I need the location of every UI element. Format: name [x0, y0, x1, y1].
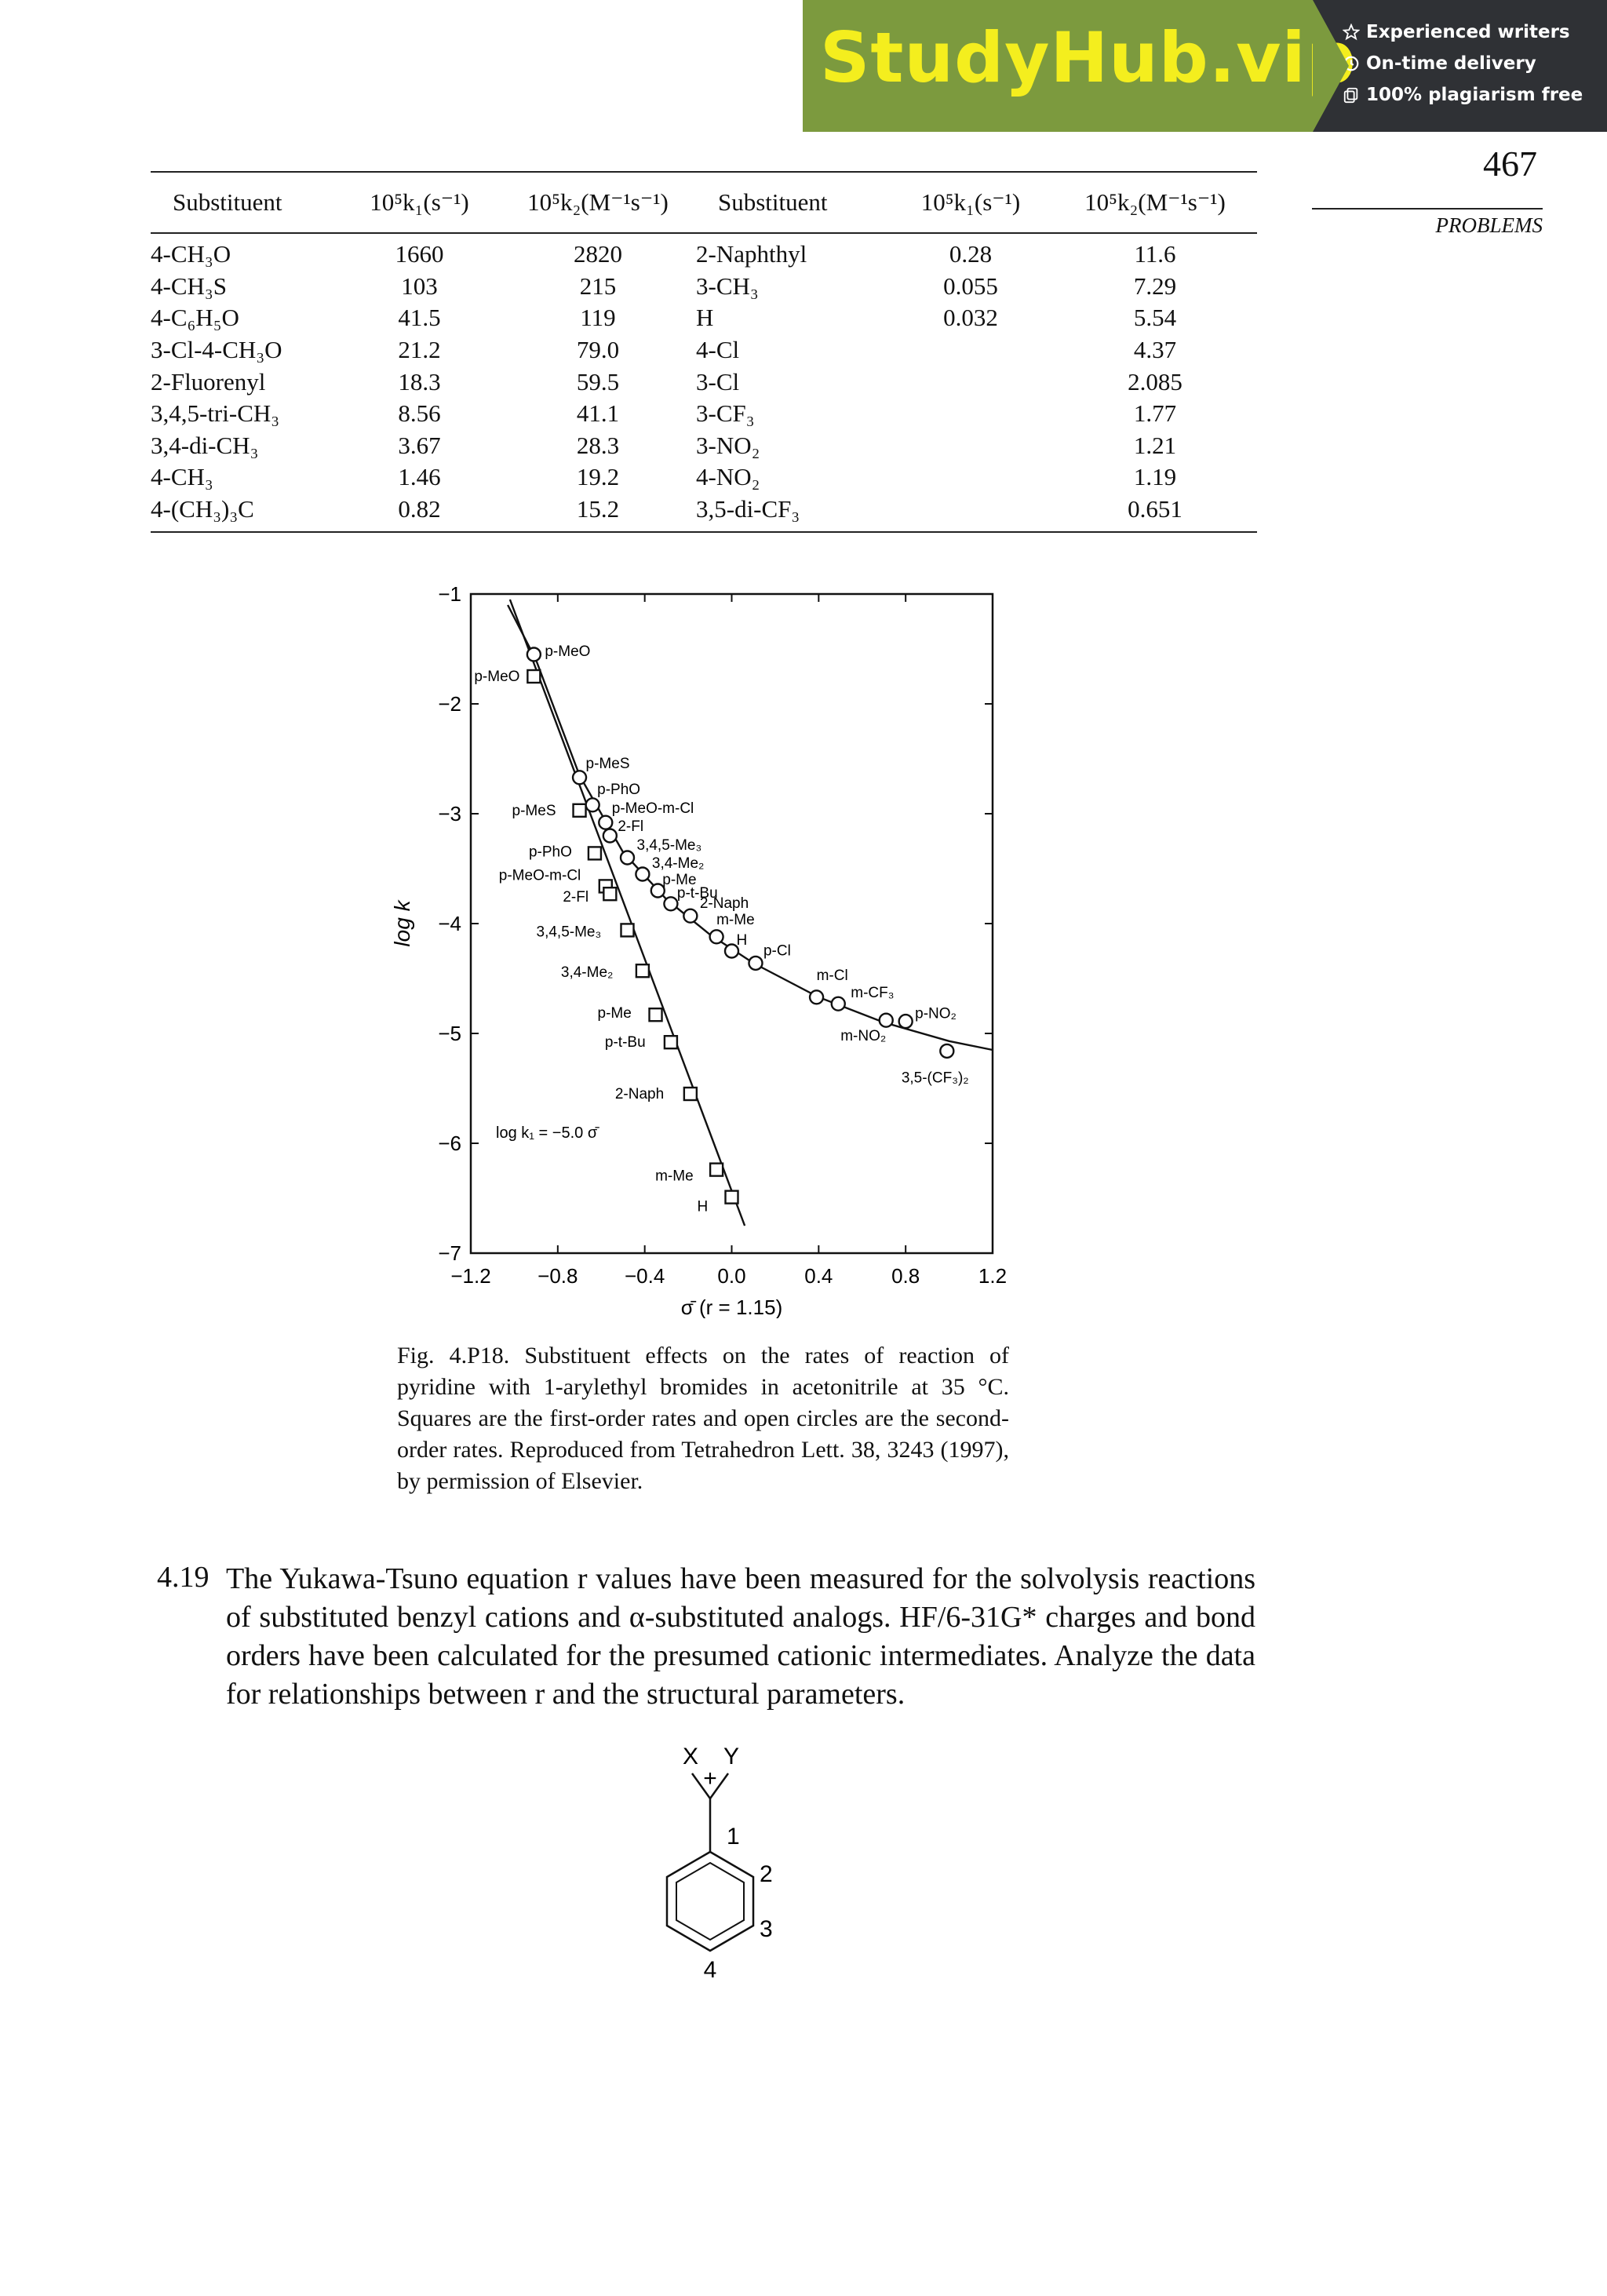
- table-cell: 0.28: [949, 240, 993, 268]
- table-row: [151, 271, 1257, 303]
- first-order-point-label: p-Me: [597, 1005, 632, 1022]
- table-cell: [888, 334, 1053, 366]
- table-cell: 11.6: [1134, 240, 1176, 268]
- column-header: 10⁵k₂(M⁻¹s⁻¹): [1053, 172, 1257, 233]
- banner-feature-label: On-time delivery: [1366, 53, 1536, 74]
- second-order-point: [527, 648, 541, 661]
- table-cell: 119: [580, 304, 616, 332]
- second-order-point: [573, 771, 586, 784]
- first-order-point-label: p-PhO: [528, 844, 572, 861]
- second-order-point: [636, 868, 649, 881]
- y-tick-label: −6: [438, 1132, 461, 1155]
- x-tick-label: 1.2: [978, 1264, 1008, 1288]
- first-order-point: [603, 887, 616, 900]
- first-order-point-label: 2-Naph: [614, 1086, 665, 1102]
- banner-feature-writers: [1343, 22, 1570, 42]
- first-order-point: [574, 804, 586, 817]
- second-order-point: [810, 990, 823, 1004]
- second-order-point: [586, 798, 599, 811]
- banner-arrow-shape: [1313, 0, 1349, 132]
- table-cell: 3-Cl-4-CH₃O: [151, 336, 282, 364]
- table-cell: 18.3: [398, 367, 441, 395]
- table-cell: 4-CH₃S: [151, 272, 227, 300]
- table-cell: 3-CF₃: [696, 399, 755, 428]
- table-cell: 41.1: [576, 399, 620, 428]
- rate-data-table: [151, 171, 1257, 533]
- table-cell: 2820: [574, 240, 622, 268]
- table-cell: 41.5: [398, 304, 441, 332]
- first-order-point-label: 3,4-Me₂: [560, 964, 614, 982]
- first-order-point: [527, 670, 540, 683]
- second-order-point-label: m-Cl: [816, 967, 848, 984]
- table-cell: 3,4,5-tri-CH₃: [151, 399, 280, 428]
- second-order-point-label: p-Cl: [763, 942, 791, 960]
- first-order-point: [650, 1008, 662, 1021]
- table-cell: 4-Cl: [696, 336, 740, 364]
- figure-caption: [397, 1340, 1009, 1497]
- table-cell: 19.2: [576, 463, 620, 491]
- second-order-point: [621, 851, 634, 865]
- second-order-point: [664, 897, 677, 910]
- table-cell: 0.055: [943, 272, 998, 300]
- table-cell: 215: [579, 272, 617, 300]
- page-number: 467: [1483, 144, 1537, 184]
- second-order-point-label: p-MeS: [585, 755, 630, 772]
- second-order-point-label: 2-Naph: [699, 895, 749, 913]
- table-cell: 2.085: [1128, 367, 1182, 395]
- column-header: Substituent: [696, 172, 888, 233]
- column-header: 10⁵k₁(s⁻¹): [888, 172, 1053, 233]
- table-cell: H: [696, 304, 714, 332]
- label-charge: +: [703, 1766, 717, 1791]
- problem-number: 4.19: [157, 1561, 210, 1594]
- table-cell: 1.21: [1133, 431, 1177, 459]
- table-cell: 3-Cl: [696, 367, 740, 395]
- benzene-ring: [667, 1852, 753, 1951]
- second-order-point: [599, 816, 612, 829]
- second-order-point: [683, 909, 697, 923]
- table-row: [151, 334, 1257, 366]
- label-position-2: 2: [760, 1861, 773, 1887]
- table-row: [151, 233, 1257, 271]
- benzyl-cation-drawing: [643, 1742, 800, 1993]
- table-row: [151, 461, 1257, 494]
- second-order-fit-curve: [508, 605, 993, 1050]
- table-row: [151, 430, 1257, 462]
- x-tick-label: 0.0: [717, 1264, 746, 1288]
- table-cell: 7.29: [1133, 272, 1177, 300]
- table-cell: 2-Naphthyl: [696, 240, 807, 268]
- benzene-inner-ring: [676, 1863, 744, 1940]
- table-cell: 15.2: [500, 494, 696, 533]
- second-order-point-label: H: [736, 932, 748, 949]
- table-cell: [888, 366, 1053, 398]
- header-rule: [1312, 208, 1543, 210]
- column-header: Substituent: [151, 172, 339, 233]
- table-cell: 59.5: [576, 367, 620, 395]
- second-order-point-label: p-PhO: [597, 781, 641, 798]
- column-header: 10⁵k₁(s⁻¹): [339, 172, 500, 233]
- second-order-point-label: p-MeO: [545, 643, 591, 660]
- first-order-point-label: m-Me: [655, 1168, 694, 1185]
- table-cell: 1.19: [1133, 463, 1177, 491]
- first-order-point: [726, 1191, 738, 1204]
- running-head: PROBLEMS: [1435, 213, 1543, 237]
- studyhub-logo[interactable]: StudyHub.vip: [820, 17, 1357, 98]
- table-cell: 2-Fluorenyl: [151, 367, 266, 395]
- table-cell: 1.46: [398, 463, 441, 491]
- y-axis-label: log k: [390, 900, 414, 947]
- y-tick-label: −3: [438, 802, 461, 825]
- table-cell: 4-CH₃O: [151, 240, 231, 268]
- table-cell: 1.77: [1133, 399, 1177, 428]
- table-cell: [888, 461, 1053, 494]
- y-tick-label: −4: [438, 912, 461, 935]
- x-axis-label: σ̄ (r = 1.15): [680, 1296, 783, 1318]
- table-cell: [888, 494, 1053, 533]
- banner-feature-label: Experienced writers: [1366, 22, 1570, 42]
- y-tick-label: −7: [438, 1241, 461, 1265]
- fit-equation-annotation: log k₁ = −5.0 σ̄: [496, 1124, 598, 1142]
- second-order-point-label: p-MeO-m-Cl: [611, 800, 694, 818]
- first-order-point: [589, 847, 601, 859]
- second-order-point: [603, 829, 617, 843]
- second-order-point: [899, 1015, 913, 1028]
- second-order-point-label: m-CF₃: [851, 985, 895, 1002]
- first-order-point: [665, 1036, 677, 1048]
- figure-4-p18: [384, 581, 1028, 1318]
- problem-text: The Yukawa-Tsuno equation r values have been measured for the solvolysis reactions of substituted benzyl cations and α-substituted analogs. HF/6-31G* charges and bond orders have been calculated for the presumed cationic intermediates. Analyze the data for relationships between r and the structural parameters.: [226, 1562, 1255, 1711]
- x-tick-label: −0.4: [625, 1264, 665, 1288]
- first-order-point-label: p-MeS: [512, 802, 556, 819]
- second-order-point-label: p-t-Bu: [676, 884, 718, 902]
- table-cell: 3-CH₃: [696, 272, 759, 300]
- second-order-point-label: p-Me: [662, 872, 697, 888]
- label-position-1: 1: [727, 1824, 740, 1850]
- label-x: X: [682, 1744, 699, 1769]
- label-position-3: 3: [760, 1916, 773, 1942]
- table-cell: 28.3: [576, 431, 620, 459]
- column-header: 10⁵k₂(M⁻¹s⁻¹): [500, 172, 696, 233]
- table-row: [151, 302, 1257, 334]
- table-row: [151, 398, 1257, 430]
- x-tick-label: 0.4: [804, 1264, 833, 1288]
- first-order-point-label: H: [697, 1198, 709, 1215]
- second-order-point: [940, 1044, 953, 1058]
- table-cell: 21.2: [398, 336, 441, 364]
- caption-text: Fig. 4.P18. Substituent effects on the rates of reaction of pyridine with 1-arylethyl bromides in acetonitrile at 35 °C. Squares are the first-order rates and open circles are the second-order rates. Reproduced from Tetrahedron Lett. 38, 3243 (1997), by permission of Elsevier.: [397, 1343, 1009, 1494]
- table-header-row: [151, 172, 1257, 233]
- second-order-point-label: 3,5-(CF₃)₂: [901, 1070, 969, 1087]
- y-tick-label: −5: [438, 1022, 461, 1045]
- promo-banner[interactable]: [803, 0, 1607, 132]
- second-order-point: [880, 1014, 893, 1027]
- table-row: [151, 366, 1257, 398]
- substituent-effects-chart: [384, 581, 1028, 1318]
- second-order-point: [832, 997, 845, 1011]
- table-cell: 0.651: [1053, 494, 1257, 533]
- table-cell: 4-(CH₃)₃C: [151, 494, 339, 533]
- banner-feature-plagiarism: [1343, 85, 1583, 105]
- second-order-point-label: p-NO₂: [915, 1005, 957, 1022]
- second-order-point-label: m-Me: [716, 911, 755, 928]
- banner-feature-delivery: [1343, 53, 1536, 74]
- table-cell: 3,4-di-CH₃: [151, 431, 259, 459]
- benzyl-cation-structure: [643, 1742, 800, 1993]
- first-order-point: [710, 1164, 723, 1176]
- table-cell: 4-CH₃: [151, 463, 213, 491]
- first-order-point: [684, 1088, 697, 1100]
- first-order-point-label: p-t-Bu: [604, 1034, 646, 1051]
- table-row: [151, 494, 1257, 533]
- table-cell: 3.67: [398, 431, 441, 459]
- first-order-point-label: 3,4,5-Me₃: [536, 924, 602, 941]
- first-order-point: [621, 924, 634, 936]
- table-cell: [888, 398, 1053, 430]
- table-cell: 79.0: [576, 336, 620, 364]
- second-order-point: [710, 930, 723, 943]
- first-order-point-label: 2-Fl: [563, 889, 589, 906]
- table-cell: 103: [401, 272, 438, 300]
- y-tick-label: −2: [438, 692, 461, 716]
- x-tick-label: −1.2: [450, 1264, 491, 1288]
- table-cell: [888, 430, 1053, 462]
- table-cell: 4-C₆H₅O: [151, 304, 239, 332]
- second-order-point-label: 3,4-Me₂: [651, 855, 705, 872]
- table-cell: 5.54: [1133, 304, 1177, 332]
- label-position-4: 4: [703, 1957, 717, 1983]
- first-order-point-label: p-MeO: [474, 669, 520, 685]
- table-cell: 0.82: [339, 494, 500, 533]
- x-tick-label: −0.8: [537, 1264, 578, 1288]
- table-cell: 3-NO₂: [696, 431, 760, 459]
- first-order-point-label: p-MeO-m-Cl: [498, 867, 581, 884]
- second-order-point: [749, 957, 762, 970]
- table-cell: 8.56: [398, 399, 441, 428]
- table-cell: 4-NO₂: [696, 463, 760, 491]
- y-tick-label: −1: [438, 582, 461, 606]
- x-tick-label: 0.8: [891, 1264, 920, 1288]
- table-cell: 4.37: [1133, 336, 1177, 364]
- second-order-point-label: m-NO₂: [840, 1028, 887, 1045]
- table-cell: 3,5-di-CF₃: [696, 494, 888, 533]
- second-order-point-label: 3,4,5-Me₃: [636, 837, 702, 854]
- table-cell: 0.032: [943, 304, 998, 332]
- label-y: Y: [723, 1744, 740, 1769]
- second-order-point-label: 2-Fl: [618, 818, 644, 835]
- table-cell: 1660: [395, 240, 444, 268]
- first-order-point: [636, 964, 649, 977]
- banner-feature-label: 100% plagiarism free: [1366, 85, 1583, 105]
